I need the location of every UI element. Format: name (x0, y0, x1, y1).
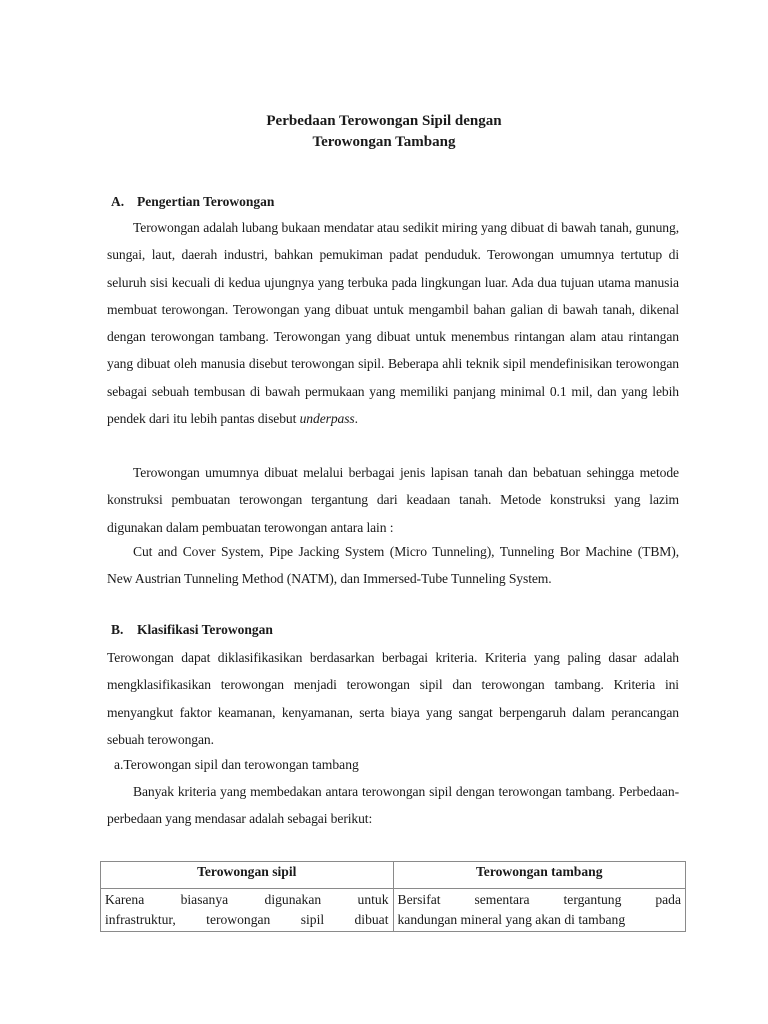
section-b-subheading-a: a.Terowongan sipil dan terowongan tambang (114, 757, 359, 772)
table-row (101, 889, 686, 932)
cell-sipil-line-1: Karena biasanya digunakan untuk (105, 892, 389, 907)
section-a-paragraph-3: Cut and Cover System, Pipe Jacking System (Micro Tunneling), Tunneling Bor Machine (TBM), New Austrian Tunneling Method (NATM), dan Immersed-Tube Tunneling System. (107, 544, 679, 587)
cell-tambang-line-1: Bersifat sementara tergantung pada (397, 892, 681, 907)
section-b-title: Klasifikasi Terowongan (137, 622, 273, 637)
section-a-heading (111, 193, 274, 211)
table-cell-tambang (393, 889, 686, 932)
document-title (0, 111, 768, 153)
title-line-2: Terowongan Tambang (312, 134, 456, 150)
section-a-paragraph-1-text: Terowongan adalah lubang bukaan mendatar atau sedikit miring yang dibuat di bawah tanah, gunung, sungai, laut, daerah industri, bahkan pemukiman padat penduduk. Terowongan umumnya tertutup di seluruh sisi kecuali di kedua ujungnya yang terbuka pada lingkungan luar. Ada dua tujuan utama manusia membuat terowongan. Terowongan yang dibuat untuk mengambil bahan galian di bawah tanah, dikenal dengan terowongan tambang. Terowongan yang dibuat untuk menembus rintangan alam atau rintangan yang dibuat oleh manusia disebut terowongan sipil. Beberapa ahli teknik sipil mendefinisikan terowongan sebagai sebuah tembusan di bawah permukaan yang memiliki panjang minimal 0.1 mil, dan yang lebih pendek dari itu lebih pantas disebut (107, 220, 679, 427)
cell-tambang-line-2: kandungan mineral yang akan di tambang (397, 912, 626, 927)
section-b-heading (111, 621, 273, 639)
table-cell-sipil (101, 889, 394, 932)
section-a-paragraph-2: Terowongan umumnya dibuat melalui berbagai jenis lapisan tanah dan bebatuan sehingga metode konstruksi pembuatan terowongan tergantung dari keadaan tanah. Metode konstruksi yang lazim digunakan dalam pembuatan terowongan antara lain : (107, 465, 679, 535)
section-a-letter: A. (111, 194, 125, 209)
section-a-paragraph-1-end: . (354, 411, 358, 427)
section-a-paragraph-1 (107, 214, 679, 432)
section-b-letter: B. (111, 622, 124, 637)
section-a-title: Pengertian Terowongan (137, 194, 275, 209)
cell-sipil-line-2: infrastruktur, terowongan sipil dibuat (105, 912, 389, 927)
underpass-term: underpass (299, 411, 355, 427)
title-line-1: Perbedaan Terowongan Sipil dengan (266, 113, 502, 129)
header-terowongan-sipil: Terowongan sipil (101, 862, 394, 889)
table-header-row (101, 862, 686, 889)
section-b-paragraph-2: Banyak kriteria yang membedakan antara terowongan sipil dengan terowongan tambang. Perbedaan-perbedaan yang mendasar adalah sebagai berikut: (107, 784, 679, 827)
comparison-table (100, 861, 686, 932)
header-terowongan-tambang: Terowongan tambang (393, 862, 686, 889)
section-b-paragraph-1: Terowongan dapat diklasifikasikan berdasarkan berbagai kriteria. Kriteria yang paling dasar adalah mengklasifikasikan terowongan menjadi terowongan sipil dan terowongan tambang. Kriteria ini menyangkut faktor keamanan, kenyamanan, serta biaya yang sangat berpengaruh dalam perancangan sebuah terowongan. (107, 650, 679, 747)
